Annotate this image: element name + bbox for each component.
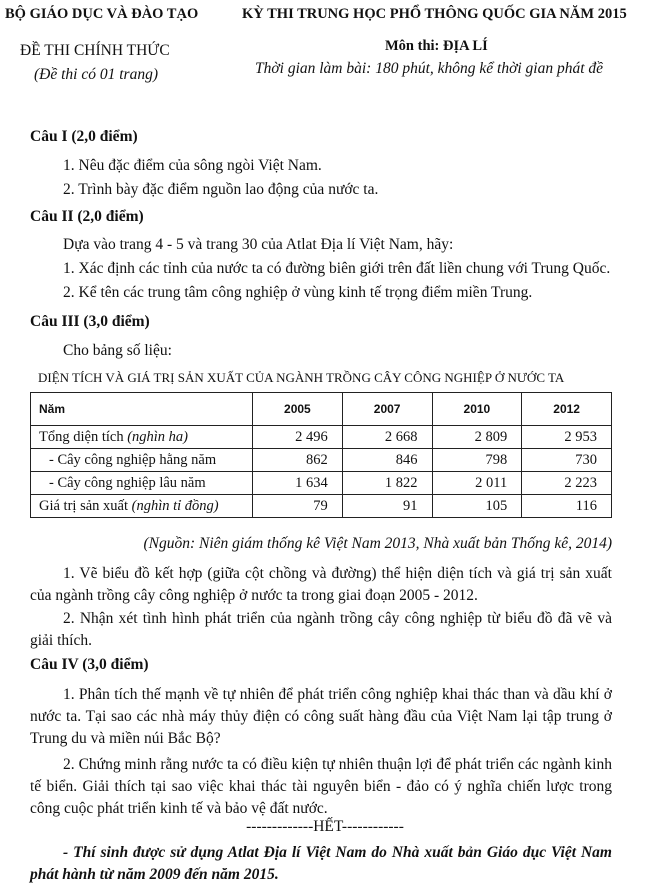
table-cell: 846 (342, 449, 432, 472)
table-cell: 2 011 (432, 472, 522, 495)
table-cell: 1 634 (253, 472, 343, 495)
ministry-name: BỘ GIÁO DỤC VÀ ĐÀO TẠO (5, 6, 199, 22)
q1-item-1: 1. Nêu đặc điểm của sông ngòi Việt Nam. (63, 157, 322, 174)
q4-title: Câu IV (3,0 điểm) (30, 656, 149, 673)
q4-task-1: 1. Phân tích thế mạnh về tự nhiên để phát triển công nghiệp khai thác than và dầu khí ở nước ta. Tại sao các nhà máy thủy điện có công suất hàng đầu của Việt Nam lại tập trung ở Trung du và miền núi Bắc Bộ? (30, 686, 612, 747)
subject-label: Môn thi: ĐỊA LÍ (385, 38, 488, 54)
q2-intro: Dựa vào trang 4 - 5 và trang 30 của Atlat Địa lí Việt Nam, hãy: (63, 236, 454, 253)
table-cell: 1 822 (342, 472, 432, 495)
header-cell-year: Năm (31, 393, 253, 426)
table-cell: 105 (432, 495, 522, 518)
header-cell: 2007 (342, 393, 432, 426)
table-cell: 2 668 (342, 426, 432, 449)
table-header-row (31, 393, 612, 426)
footer-note: - Thí sinh được sử dụng Atlat Địa lí Việt Nam do Nhà xuất bản Giáo dục Việt Nam phát hành từ năm 2009 đến năm 2015. (30, 844, 612, 883)
time-note: Thời gian làm bài: 180 phút, không kể thời gian phát đề (255, 60, 604, 77)
q3-task-2: 2. Nhận xét tình hình phát triển của ngành trồng cây công nghiệp từ biểu đồ đã vẽ và giải thích. (30, 610, 612, 649)
table-row (31, 426, 612, 449)
row-label: - Cây công nghiệp hằng năm (31, 449, 253, 472)
header-cell: 2012 (522, 393, 612, 426)
row-label: Tổng diện tích (nghìn ha) (31, 426, 253, 449)
exam-title: KỲ THI TRUNG HỌC PHỔ THÔNG QUỐC GIA NĂM 2015 (242, 6, 627, 22)
table-cell: 2 809 (432, 426, 522, 449)
table-cell: 862 (253, 449, 343, 472)
q2-item-2: 2. Kể tên các trung tâm công nghiệp ở vùng kinh tế trọng điểm miền Trung. (63, 284, 533, 301)
header-cell: 2005 (253, 393, 343, 426)
row-unit: (nghìn ha) (127, 428, 189, 445)
table-cell: 2 496 (253, 426, 343, 449)
q4-task-2: 2. Chứng minh rằng nước ta có điều kiện tự nhiên thuận lợi để phát triển các ngành kinh tế biển. Giải thích tại sao việc khai thác tài nguyên biển - đảo có ý nghĩa chiến lược trong công cuộc phát triển kinh tế và bảo vệ đất nước. (30, 756, 612, 817)
table-cell: 2 953 (522, 426, 612, 449)
row-unit: (nghìn tỉ đồng) (131, 497, 219, 514)
q2-title: Câu II (2,0 điểm) (30, 208, 144, 225)
table-row (31, 495, 612, 518)
table-row (31, 449, 612, 472)
table-title: DIỆN TÍCH VÀ GIÁ TRỊ SẢN XUẤT CỦA NGÀNH TRỒNG CÂY CÔNG NGHIỆP Ở NƯỚC TA (38, 370, 565, 385)
table-cell: 798 (432, 449, 522, 472)
q1-item-2: 2. Trình bày đặc điểm nguồn lao động của nước ta. (63, 181, 379, 198)
table-row (31, 472, 612, 495)
pages-note: (Đề thi có 01 trang) (34, 66, 158, 83)
header-cell: 2010 (432, 393, 522, 426)
q3-intro: Cho bảng số liệu: (63, 342, 172, 359)
q1-title: Câu I (2,0 điểm) (30, 128, 138, 145)
q3-task-1: 1. Vẽ biểu đồ kết hợp (giữa cột chồng và đường) thể hiện diện tích và giá trị sản xuất của ngành trồng cây công nghiệp ở nước ta trong giai đoạn 2005 - 2012. (30, 565, 612, 604)
official-label: ĐỀ THI CHÍNH THỨC (20, 42, 170, 59)
data-table (30, 392, 612, 518)
row-label: Giá trị sản xuất (nghìn tỉ đồng) (31, 495, 253, 518)
table-cell: 79 (253, 495, 343, 518)
row-label: - Cây công nghiệp lâu năm (31, 472, 253, 495)
q2-item-1: 1. Xác định các tỉnh của nước ta có đường biên giới trên đất liền chung với Trung Quốc. (63, 260, 611, 277)
table-cell: 116 (522, 495, 612, 518)
table-source: (Nguồn: Niên giám thống kê Việt Nam 2013, Nhà xuất bản Thống kê, 2014) (143, 535, 612, 552)
table-cell: 91 (342, 495, 432, 518)
q3-title: Câu III (3,0 điểm) (30, 313, 150, 330)
table-cell: 2 223 (522, 472, 612, 495)
end-marker: -------------HẾT------------ (246, 818, 404, 835)
table-cell: 730 (522, 449, 612, 472)
